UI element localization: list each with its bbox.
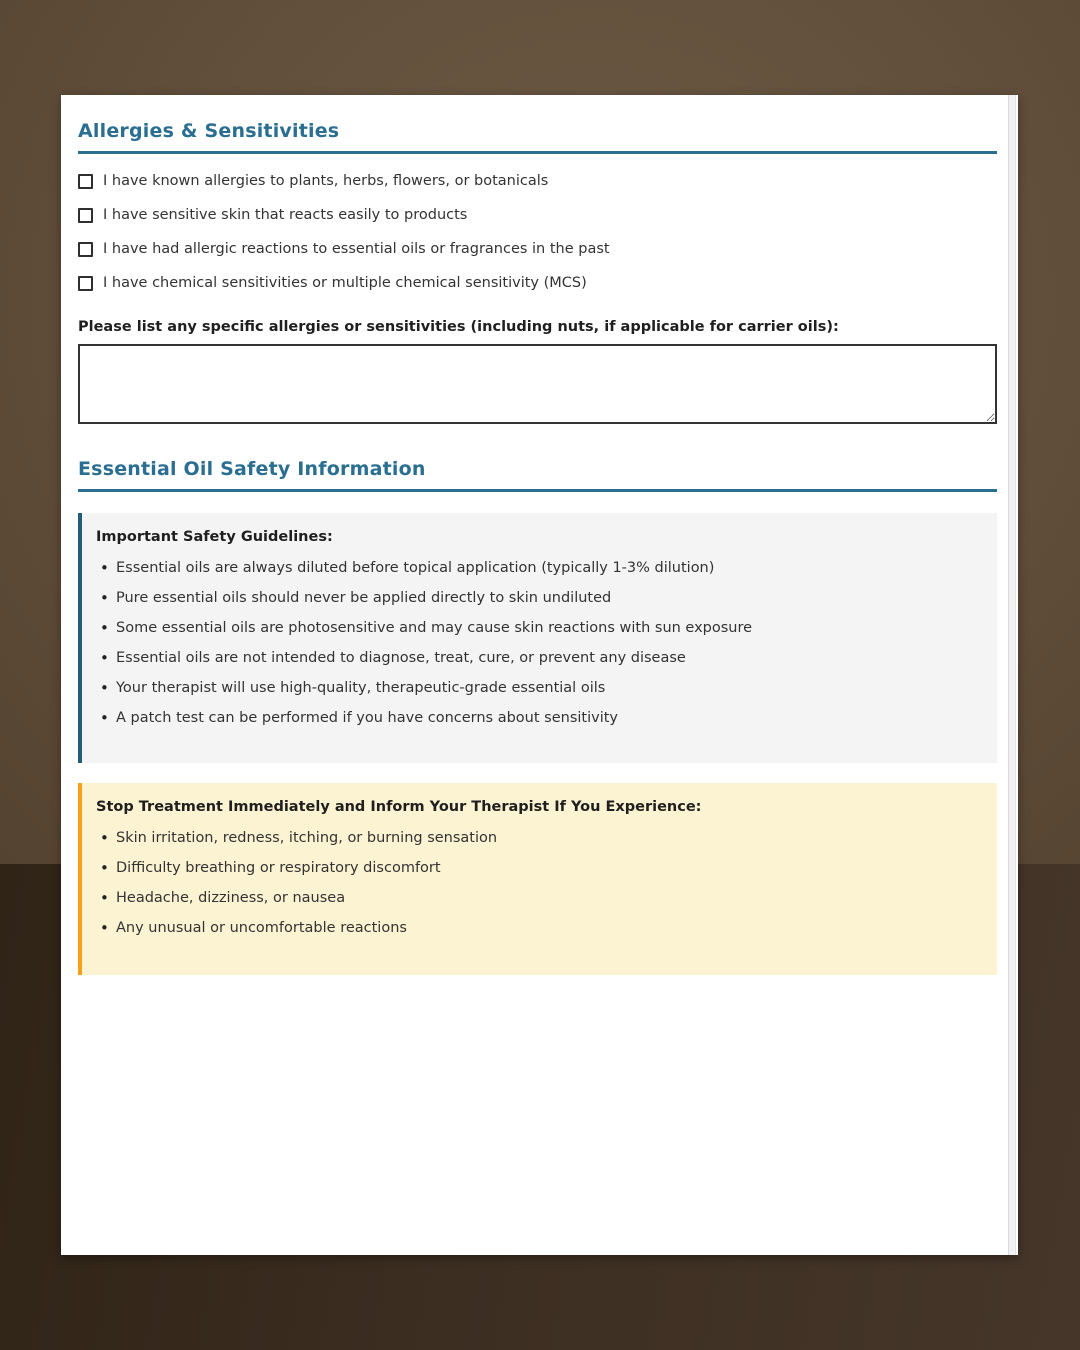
guideline-item: • Essential oils are always diluted before topical application (typically 1-3% dilution) [96, 559, 981, 577]
warning-item: • Skin irritation, redness, itching, or burning sensation [96, 829, 981, 847]
vertical-scrollbar-track[interactable] [1008, 95, 1016, 1255]
chemical-sensitivities-checkbox[interactable] [78, 276, 93, 291]
sensitive-skin-label[interactable]: I have sensitive skin that reacts easily to products [103, 207, 468, 223]
past-reactions-checkbox[interactable] [78, 242, 93, 257]
allergy-details-label: Please list any specific allergies or sensitivities (including nuts, if applicable for carrier oils): [78, 319, 839, 335]
sensitive-skin-checkbox[interactable] [78, 208, 93, 223]
safety-section [78, 458, 997, 975]
warning-item: • Difficulty breathing or respiratory discomfort [96, 859, 981, 877]
stop-treatment-warning-box [78, 783, 997, 975]
allergy-details-textarea[interactable] [78, 344, 997, 424]
allergies-section-title: Allergies & Sensitivities [78, 120, 997, 154]
guideline-item: • A patch test can be performed if you have concerns about sensitivity [96, 709, 981, 727]
checkbox-row-sensitive-skin [78, 207, 997, 223]
safety-guidelines-title: Important Safety Guidelines: [96, 529, 333, 545]
known-allergies-label[interactable]: I have known allergies to plants, herbs, flowers, or botanicals [103, 173, 549, 189]
warning-item: • Any unusual or uncomfortable reactions [96, 919, 981, 937]
safety-guidelines-list [96, 559, 981, 727]
stop-treatment-title: Stop Treatment Immediately and Inform Your Therapist If You Experience: [96, 799, 702, 815]
safety-guidelines-box [78, 513, 997, 763]
allergies-checkbox-group [78, 173, 997, 291]
checkbox-row-chemical-sensitivities [78, 275, 997, 291]
known-allergies-checkbox[interactable] [78, 174, 93, 189]
form-card [61, 95, 1018, 1255]
warning-item: • Headache, dizziness, or nausea [96, 889, 981, 907]
past-reactions-label[interactable]: I have had allergic reactions to essential oils or fragrances in the past [103, 241, 610, 257]
form-content [78, 95, 997, 975]
guideline-item: • Pure essential oils should never be applied directly to skin undiluted [96, 589, 981, 607]
guideline-item: • Essential oils are not intended to diagnose, treat, cure, or prevent any disease [96, 649, 981, 667]
chemical-sensitivities-label[interactable]: I have chemical sensitivities or multiple chemical sensitivity (MCS) [103, 275, 587, 291]
checkbox-row-known-allergies [78, 173, 997, 189]
safety-section-title: Essential Oil Safety Information [78, 458, 997, 492]
guideline-item: • Some essential oils are photosensitive and may cause skin reactions with sun exposure [96, 619, 981, 637]
stop-treatment-list [96, 829, 981, 937]
guideline-item: • Your therapist will use high-quality, therapeutic-grade essential oils [96, 679, 981, 697]
checkbox-row-past-reactions [78, 241, 997, 257]
